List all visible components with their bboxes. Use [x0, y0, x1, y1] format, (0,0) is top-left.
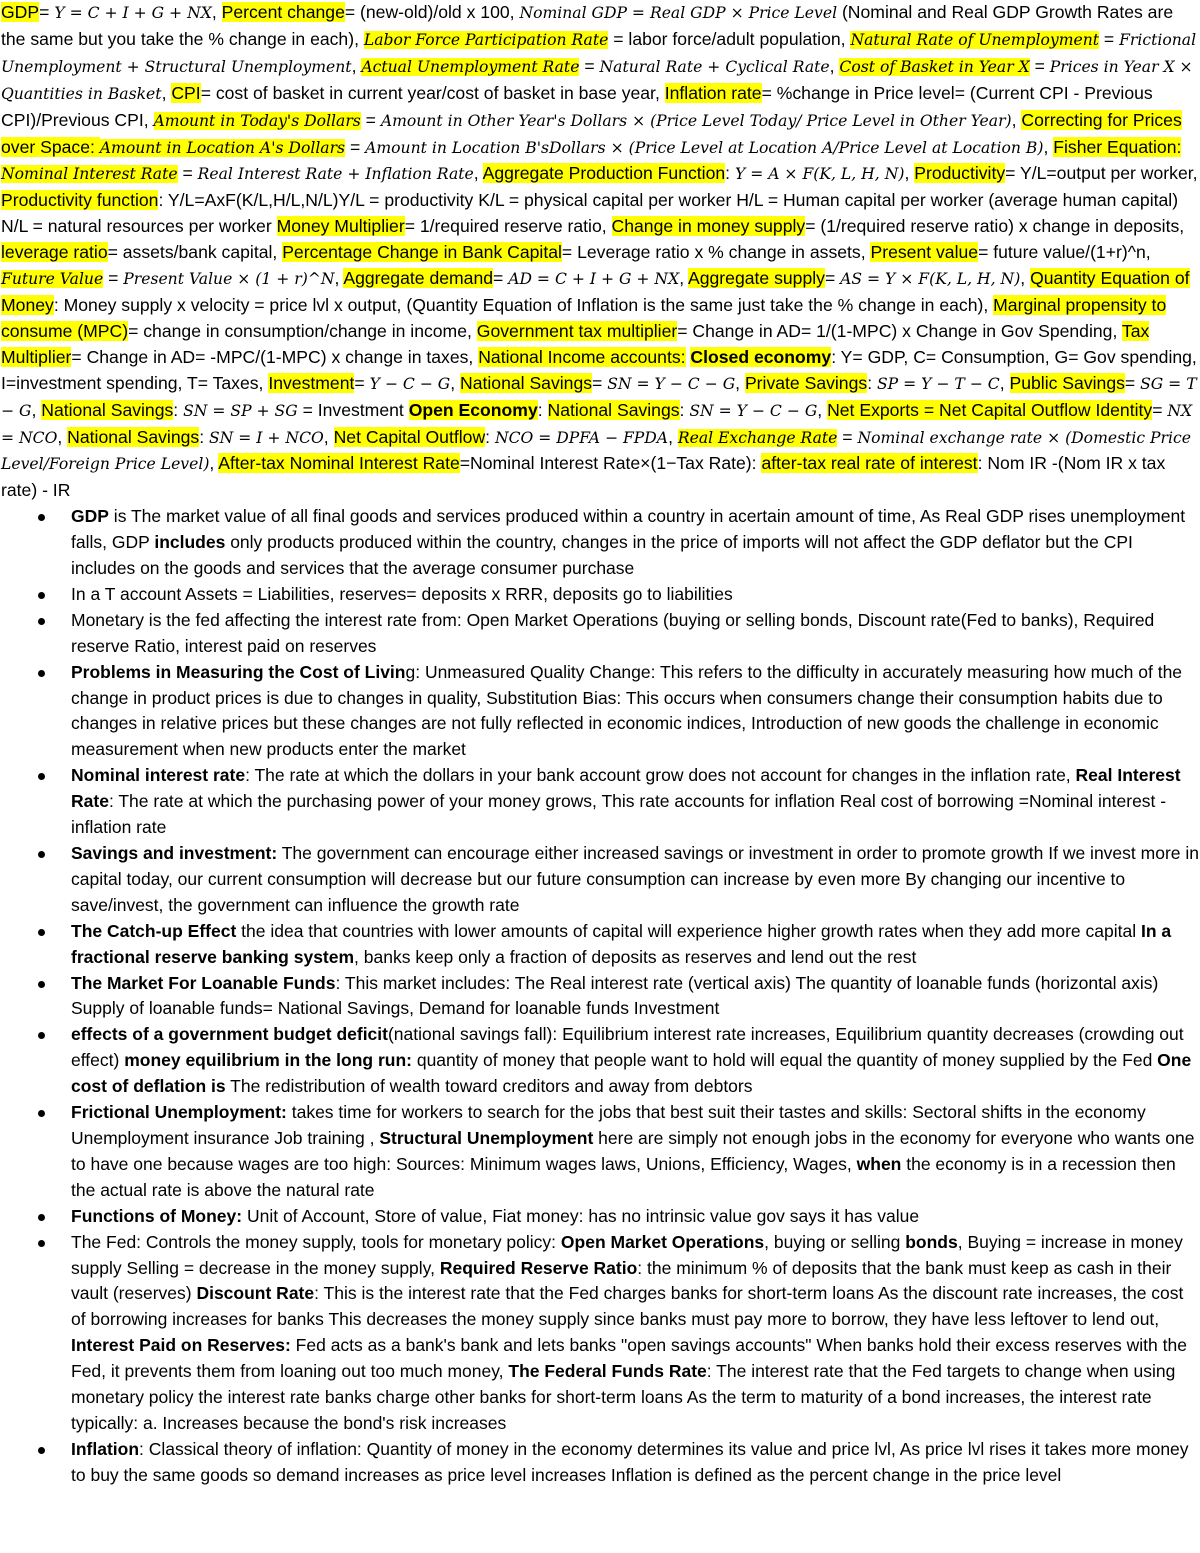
- text-run: g: Unmeasured Quality Change: This refers to the difficulty in accurately measuring how much of the change in product prices is due to changes in quality, Substitution Bias: This occurs when consumers change their consumption habits due to changes in relative prices but these changes are not fully reflected in economic indices, Introduction of new goods the challenge in economic measurement when new products enter the market: [71, 661, 1183, 760]
- text-run: ,: [450, 372, 460, 393]
- note-bullet-item: [71, 919, 1200, 971]
- text-run: = Y/L=output per worker,: [1005, 163, 1198, 184]
- text-run: :: [867, 372, 877, 393]
- text-run: =: [360, 109, 381, 130]
- bold-term: One cost of deflation is: [71, 1050, 1192, 1097]
- text-run: = (1/required reserve ratio) x change in deposits,: [805, 216, 1185, 237]
- text-run: only products produced within the country, changes in the price of imports will not affect the GDP deflator but the CPI includes on the goods and services that the average consumer purchase: [71, 532, 1133, 579]
- highlighted-term: Private Savings: [744, 372, 868, 393]
- text-run: =: [1099, 28, 1120, 49]
- bold-term: Structural Unemployment: [379, 1127, 594, 1148]
- text-run: ,: [817, 399, 828, 420]
- note-bullet-item: [71, 1204, 1200, 1230]
- formula-expression: NX = NCO: [1, 401, 1193, 447]
- text-run: The redistribution of wealth toward creditors and away from debtors: [225, 1076, 753, 1097]
- formula-expression: Frictional Unemployment + Structural Unemployment: [1, 30, 1197, 76]
- highlighted-term: Money Multiplier: [276, 216, 405, 237]
- text-run: : The interest rate that the Fed targets to change when using monetary policy the interest rate banks charge other banks for short-term loans As the term to maturity of a bond increases, the interest rate typically: a. Increases because the bond's risk increases: [71, 1361, 1176, 1433]
- text-run: = Change in AD= -MPC/(1-MPC) x change in taxes,: [71, 346, 479, 367]
- text-run: Unit of Account, Store of value, Fiat money: has no intrinsic value gov says it has value: [242, 1205, 920, 1226]
- note-bullet-item: [71, 582, 1200, 608]
- bold-term: The Federal Funds Rate: [508, 1361, 707, 1382]
- text-run: =Nominal Interest Rate×(1−Tax Rate):: [459, 453, 762, 474]
- text-run: : Y/L=AxF(K/L,H/L,N/L)Y/L = productivity K/L = physical capital per worker H/L = Human capital per worker (average human capital) N/L = natural resources per worker: [1, 190, 1179, 237]
- text-run: ,: [351, 55, 362, 76]
- text-run: =: [39, 2, 55, 22]
- formula-expression: SN = Y − C − G: [689, 401, 818, 420]
- text-run: the economy is in a recession then the actual rate is above the natural rate: [71, 1153, 1176, 1200]
- highlighted-term: National Income accounts:: [478, 346, 686, 367]
- text-run: =: [493, 268, 509, 289]
- formula-expression: Present Value × (1 + r)^N: [123, 270, 335, 289]
- text-run: : The rate at which the dollars in your bank account grow does not account for changes in the inflation rate,: [245, 765, 1076, 786]
- bold-term: includes: [154, 532, 226, 553]
- text-run: : Y= GDP, C= Consumption, G= Gov spending, I=investment spending, T= Taxes,: [1, 346, 1197, 393]
- highlighted-term: National Savings: [67, 426, 200, 447]
- text-run: : This market includes: The Real interest rate (vertical axis) The quantity of loanable funds (horizontal axis) Supply of loanable funds= National Savings, Demand for loanable funds Investment: [71, 972, 1159, 1019]
- bold-term: Problems in Measuring the Cost of Livin: [71, 661, 406, 682]
- highlighted-term: Inflation rate: [664, 82, 762, 103]
- formula-expression: SP = Y − T − C: [876, 374, 1000, 393]
- highlighted-term: Aggregate demand: [343, 268, 494, 289]
- formula-expression: AS = Y × F(K, L, H, N): [840, 270, 1021, 289]
- highlighted-term: Net Exports = Net Capital Outflow Identity: [827, 399, 1153, 420]
- formula-expression: SN = SP + SG: [183, 401, 298, 420]
- text-run: ,: [473, 163, 483, 184]
- highlighted-term: CPI: [171, 82, 201, 103]
- text-run: = %change in Price level= (Current CPI - Previous CPI)/Previous CPI,: [1, 82, 1153, 130]
- text-run: =: [837, 426, 858, 447]
- bold-term: Real Interest Rate: [71, 765, 1181, 812]
- text-run: (national savings fall): Equilibrium interest rate increases, Equilibrium quantity decreases (crowding out effect): [71, 1024, 1184, 1071]
- text-run: = cost of basket in current year/cost of basket in base year,: [200, 82, 665, 103]
- bold-term: GDP: [71, 506, 109, 527]
- text-run: the idea that countries with lower amounts of capital will experience higher growth rates when they add more capital: [236, 920, 1141, 941]
- text-run: ,: [57, 426, 68, 447]
- bold-term: Required Reserve Ratio: [439, 1257, 638, 1278]
- formula-expression: NCO = DPFA − FPDA: [494, 428, 669, 447]
- text-run: ,: [1043, 136, 1054, 157]
- text-run: :: [725, 163, 735, 184]
- highlighted-term: Public Savings: [1009, 372, 1125, 393]
- formula-expression: SN = I + NCO: [208, 428, 324, 447]
- text-run: =: [354, 372, 370, 393]
- text-run: The government can encourage either increased savings or investment in order to promote growth If we invest more in capital today, our current consumption will decrease but our future consumption can increase by even more By changing our incentive to save/invest, the government can influence the growth rate: [71, 843, 1199, 915]
- text-run: ,: [1020, 268, 1031, 289]
- text-run: ,: [211, 2, 222, 22]
- formula-expression: SN = Y − C − G: [607, 374, 736, 393]
- note-bullet-item: [71, 763, 1200, 841]
- text-run: =: [592, 372, 608, 393]
- text-run: = 1/required reserve ratio,: [404, 216, 612, 237]
- highlighted-formula-term: Natural Rate of Unemployment: [850, 30, 1100, 49]
- text-run: takes time for workers to search for the jobs that best suit their tastes and skills: Sectoral shifts in the economy Unemployment insurance Job training ,: [71, 1102, 1146, 1148]
- text-run: : Nom IR -(Nom IR x tax rate) - IR: [1, 453, 1166, 501]
- highlighted-term: Percentage Change in Bank Capital: [282, 242, 562, 263]
- bold-term: The Market For Loanable Funds: [71, 972, 336, 993]
- highlighted-term: Present value: [870, 242, 979, 263]
- bold-term: effects of a government budget deficit: [71, 1024, 388, 1045]
- text-run: is The market value of all final goods and services produced within a country in acertain amount of time, As Real GDP rises unemployment falls, GDP: [71, 506, 1186, 553]
- note-bullet-item: [71, 971, 1200, 1023]
- bold-term: Interest Paid on Reserves:: [71, 1335, 291, 1356]
- highlighted-heading: Closed economy: [690, 346, 832, 367]
- text-run: ,: [668, 426, 678, 447]
- highlighted-term: Government tax multiplier: [476, 320, 678, 341]
- highlighted-formula-term: Cost of Basket in Year X: [839, 57, 1030, 76]
- text-run: ,: [334, 268, 344, 289]
- formula-expression: AD = C + I + G + NX: [508, 270, 680, 289]
- highlighted-term: after-tax real rate of interest: [761, 453, 978, 474]
- highlighted-term: leverage ratio: [1, 242, 108, 263]
- text-run: , Buying = increase in money supply Selling = decrease in the money supply,: [71, 1231, 1183, 1278]
- text-run: = Investment: [297, 399, 409, 420]
- note-bullet-item: [71, 841, 1200, 919]
- formula-expression: Prices in Year X × Quantities in Basket: [1, 57, 1193, 103]
- highlighted-formula-term: Future Value: [1, 270, 104, 289]
- formula-expression: Y = C + I + G + NX: [54, 4, 212, 22]
- text-run: ,: [679, 268, 688, 289]
- bold-term: bonds: [905, 1231, 958, 1252]
- text-run: =: [345, 136, 366, 157]
- highlighted-term: National Savings: [460, 372, 593, 393]
- highlighted-formula-term: Nominal Interest Rate: [1, 165, 178, 184]
- highlighted-term: Quantity Equation of Money: [1, 268, 1190, 315]
- text-run: =: [579, 55, 600, 76]
- highlighted-term: Marginal propensity to consume (MPC): [1, 294, 1167, 341]
- highlighted-formula-term: Labor Force Participation Rate: [363, 30, 609, 49]
- highlighted-term: National Savings: [547, 399, 680, 420]
- text-run: : This is the interest rate that the Fed charges banks for short-term loans As the discount rate increases, the cost of borrowing increases for banks This decreases the money supply since banks must pay more to borrow, they have less leftover to lend out,: [71, 1283, 1184, 1330]
- text-run: In a T account Assets = Liabilities, reserves= deposits x RRR, deposits go to liabilities: [71, 583, 733, 604]
- text-run: =: [177, 163, 198, 184]
- bold-term: In a fractional reserve banking system: [71, 920, 1172, 967]
- text-run: = change in consumption/change in income,: [128, 320, 477, 341]
- note-bullet-item: [71, 1230, 1200, 1437]
- text-run: = (new-old)/old x 100,: [344, 2, 520, 22]
- text-run: = assets/bank capital,: [107, 242, 283, 263]
- bold-term: Open Market Operations: [560, 1231, 765, 1252]
- formula-expression: SG = T − G: [1, 374, 1197, 420]
- text-run: , buying or selling: [764, 1231, 906, 1252]
- text-run: , banks keep only a fraction of deposits as reserves and lend out the rest: [354, 946, 917, 967]
- text-run: =: [103, 268, 124, 289]
- text-run: ,: [209, 453, 219, 474]
- note-bullet-item: [71, 1437, 1200, 1489]
- text-run: : Money supply x velocity = price lvl x output, (Quantity Equation of Inflation is the same just take the % change in each),: [53, 294, 994, 315]
- highlighted-term: Productivity function: [1, 190, 159, 211]
- text-run: Monetary is the fed affecting the interest rate from: Open Market Operations (buying or selling bonds, Discount rate(Fed to banks), Required reserve Ratio, interest paid on reserves: [71, 609, 1155, 656]
- bold-term: Discount Rate: [196, 1283, 315, 1304]
- text-run: =: [824, 268, 841, 289]
- text-run: ,: [904, 163, 915, 184]
- text-run: here are simply not enough jobs in the economy for everyone who wants one to have one because wages are too high: Sources: Minimum wages laws, Unions, Efficiency, Wages,: [71, 1127, 1195, 1174]
- text-run: = Leverage ratio x % change in assets,: [561, 242, 871, 263]
- bold-term: when: [856, 1153, 902, 1174]
- text-run: = future value/(1+r)^n,: [978, 242, 1151, 263]
- formula-expression: Nominal exchange rate × (Domestic Price Level/Foreign Price Level): [1, 428, 1191, 474]
- text-run: ,: [1011, 109, 1022, 130]
- highlighted-term: Tax Multiplier: [1, 320, 1150, 367]
- text-run: :: [199, 426, 209, 447]
- text-run: = Change in AD= 1/(1-MPC) x Change in Gov Spending,: [677, 320, 1122, 341]
- highlighted-formula-term: Amount in Location A's Dollars: [99, 138, 346, 157]
- highlighted-term: Investment: [268, 372, 355, 393]
- note-bullet-item: [71, 608, 1200, 660]
- highlighted-heading: Open Economy: [408, 399, 538, 420]
- highlighted-term: GDP: [1, 2, 40, 22]
- highlighted-term: Correcting for Prices over Space:: [1, 109, 1182, 157]
- text-run: : the minimum % of deposits that the bank must keep as cash in their vault (reserves): [71, 1257, 1172, 1304]
- highlighted-term: Productivity: [914, 163, 1006, 184]
- bold-term: Functions of Money:: [71, 1205, 243, 1226]
- text-run: (Nominal and Real GDP Growth Rates are the same but you take the % change in each),: [1, 2, 1174, 49]
- text-run: ,: [323, 426, 334, 447]
- highlighted-term: National Savings: [41, 399, 174, 420]
- notes-bullet-list: [1, 504, 1200, 1488]
- text-run: = labor force/adult population,: [608, 28, 851, 49]
- bold-term: money equilibrium in the long run:: [124, 1050, 412, 1071]
- text-run: =: [1124, 372, 1141, 393]
- text-run: :: [173, 399, 184, 420]
- text-run: :: [537, 399, 548, 420]
- highlighted-term: Net Capital Outflow: [333, 426, 486, 447]
- highlighted-formula-term: Amount in Today's Dollars: [153, 111, 361, 130]
- highlighted-term: Aggregate Production Function: [482, 163, 726, 184]
- text-run: The Fed: Controls the money supply, tools for monetary policy:: [71, 1231, 561, 1252]
- formula-paragraph: [1, 0, 1200, 504]
- text-run: =: [1029, 55, 1050, 76]
- formula-expression: Natural Rate + Cyclical Rate: [599, 57, 830, 76]
- text-run: =: [1152, 399, 1168, 420]
- note-bullet-item: [71, 1022, 1200, 1100]
- text-run: ,: [31, 399, 42, 420]
- text-run: ,: [999, 372, 1010, 393]
- formula-expression: Real Interest Rate + Inflation Rate: [197, 165, 474, 184]
- text-run: :: [679, 399, 690, 420]
- bold-term: Frictional Unemployment:: [71, 1102, 287, 1123]
- formula-expression: Amount in Location B'sDollars × (Price Level at Location A/Price Level at Location B): [365, 138, 1044, 157]
- note-bullet-item: [71, 504, 1200, 582]
- formula-expression: Y = A × F(K, L, H, N): [734, 165, 905, 184]
- highlighted-term: Aggregate supply: [688, 268, 825, 289]
- text-run: ,: [829, 55, 840, 76]
- text-run: : Classical theory of inflation: Quantity of money in the economy determines its value and price lvl, As price lvl rises it takes more money to buy the same goods so demand increases as price level increases Inflation is defined as the percent change in the price level: [71, 1438, 1189, 1485]
- text-run: Fed acts as a bank's bank and lets banks "open savings accounts" When banks hold their excess reserves with the Fed, it prevents them from loaning out too much money,: [71, 1335, 1187, 1382]
- text-run: : The rate at which the purchasing power of your money grows, This rate accounts for inflation Real cost of borrowing =Nominal interest - inflation rate: [71, 791, 1167, 838]
- bold-term: Inflation: [71, 1438, 140, 1459]
- highlighted-formula-term: Real Exchange Rate: [677, 428, 838, 447]
- text-run: quantity of money that people want to hold will equal the quantity of money supplied by the Fed: [411, 1050, 1158, 1071]
- bold-term: The Catch-up Effect: [71, 920, 237, 941]
- text-run: ,: [735, 372, 745, 393]
- highlighted-term: Change in money supply: [611, 216, 806, 237]
- bold-term: Nominal interest rate: [71, 765, 246, 786]
- formula-expression: Y − C − G: [369, 374, 451, 393]
- bold-term: Savings and investment:: [71, 843, 278, 863]
- highlighted-term: After-tax Nominal Interest Rate: [218, 453, 460, 474]
- text-run: :: [485, 426, 495, 447]
- highlighted-term: Percent change: [221, 2, 345, 22]
- formula-expression: Nominal GDP = Real GDP × Price Level: [519, 4, 838, 22]
- highlighted-formula-term: Actual Unemployment Rate: [361, 57, 580, 76]
- highlighted-term: Fisher Equation:: [1053, 136, 1182, 157]
- formula-expression: Amount in Other Year's Dollars × (Price Level Today/ Price Level in Other Year): [380, 111, 1012, 130]
- note-bullet-item: [71, 1100, 1200, 1204]
- text-run: ,: [161, 82, 172, 103]
- note-bullet-item: [71, 660, 1200, 764]
